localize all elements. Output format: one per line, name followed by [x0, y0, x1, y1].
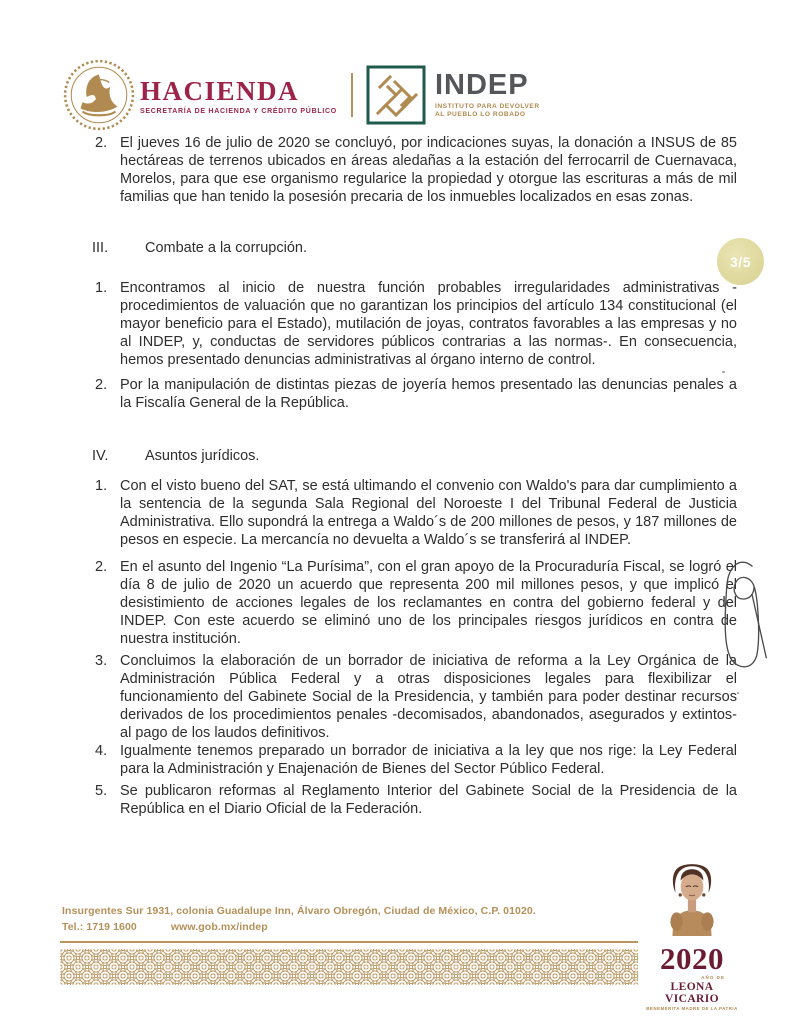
footer-phone: Tel.: 1719 1600	[62, 921, 137, 933]
year-emblem	[645, 858, 739, 1011]
list-item-number: 2.	[95, 559, 108, 575]
list-item-text: Igualmente tenemos preparado un borrador de iniciativa a la ley que nos rige: la Ley Federal para la Administración y Enajenación de Bienes del Sector Público Federal.	[120, 743, 737, 777]
list-item-number: 2.	[95, 135, 108, 151]
list-item	[92, 558, 737, 648]
indep-subtitle-line2: AL PUEBLO LO ROBADO	[434, 111, 526, 118]
section-title: Asuntos jurídicos.	[145, 448, 260, 464]
list-item-number: 5.	[95, 783, 108, 799]
footer-contact-line	[62, 919, 536, 935]
list-item-text: El jueves 16 de julio de 2020 se concluyó, por indicaciones suyas, la donación a INSUS de 85 hectáreas de terrenos ubicados en áreas aledañas a la estación del ferrocarril de Cuernavaca, Morelos, para que ese organismo regularice la propiedad y otorgue las escrituras a más de mil familias que han tenido la posesión precaria de los inmuebles localizados en esas zonas.	[120, 135, 737, 205]
hacienda-logo	[62, 58, 337, 132]
indep-logo	[366, 65, 540, 125]
list-item-text: Encontramos al inicio de nuestra función probables irregularidades administrativas - procedimientos de valuación que no garantizan los principios del artículo 134 constitucional (el mayor beneficio para el Estado), mutilación de joyas, contratos favorables a las empresas y no al INDEP, y, conductas de servidores públicos contrarias a las normas-. En consecuencia, hemos presentado denuncias administrativas al órgano interno de control.	[120, 280, 737, 368]
footer-address: Insurgentes Sur 1931, colonia Guadalupe Inn, Álvaro Obregón, Ciudad de México, C.P. 01020.	[62, 905, 536, 917]
hacienda-subtitle: SECRETARÍA DE HACIENDA Y CRÉDITO PÚBLICO	[140, 107, 337, 115]
list-item	[92, 477, 737, 549]
indep-wordmark: INDEP	[434, 68, 529, 101]
year-emblem-year: 2020	[660, 941, 724, 976]
footer-website: www.gob.mx/indep	[170, 921, 268, 933]
list-item-number: 4.	[95, 743, 108, 759]
section-heading-iv	[92, 447, 737, 465]
list-item-number: 1.	[95, 280, 108, 296]
list-item	[92, 376, 737, 412]
eagle-seal-icon	[62, 58, 136, 132]
list-item-text: Con el visto bueno del SAT, se está ultimando el convenio con Waldo's para dar cumplimiento a la sentencia de la segunda Sala Regional del Noroeste I del Tribunal Federal de Justicia Administrativa. Ello supondrá la entrega a Waldo´s de 200 millones de pesos, y 187 millones de pesos en especie. La mercancía no devuelta a Waldo´s se transferirá al INDEP.	[120, 478, 737, 548]
handwriting-mark-icon	[723, 558, 775, 672]
list-item-text: Por la manipulación de distintas piezas de joyería hemos presentado las denuncias penales a la Fiscalía General de la República.	[120, 377, 737, 411]
leona-vicario-portrait-icon	[667, 858, 717, 936]
header	[62, 58, 540, 132]
indep-subtitle	[435, 103, 540, 120]
list-item-number: 2.	[95, 377, 108, 393]
hacienda-wordmark: HACIENDA	[140, 75, 300, 106]
page-number-badge: 3/5	[717, 238, 764, 285]
indep-subtitle-line1: INSTITUTO PARA DEVOLVER	[434, 102, 540, 110]
scan-speck	[722, 371, 725, 373]
year-emblem-name: LEONA VICARIO	[665, 981, 719, 1005]
list-item	[92, 652, 737, 742]
list-item	[92, 134, 737, 206]
section-number: III.	[92, 240, 109, 256]
footer-rule	[60, 941, 638, 943]
list-item	[92, 279, 737, 369]
footer	[62, 903, 536, 935]
list-item	[92, 782, 737, 818]
year-emblem-tagline: BENEMÉRITA MADRE DE LA PATRIA	[646, 1006, 738, 1011]
list-item	[92, 742, 737, 778]
header-divider	[351, 73, 353, 117]
indep-wordmark-block	[434, 68, 540, 120]
year-emblem-ano-de: AÑO DE	[701, 975, 725, 980]
scan-speck	[737, 692, 739, 694]
hacienda-wordmark-block	[140, 76, 337, 115]
list-item-text: Se publicaron reformas al Reglamento Interior del Gabinete Social de la Presidencia de la República en el Diario Oficial de la Federación.	[120, 783, 737, 817]
section-title: Combate a la corrupción.	[145, 240, 307, 256]
document-body	[92, 134, 737, 818]
section-heading-iii	[92, 239, 737, 257]
list-item-text: Concluimos la elaboración de un borrador de iniciativa de reforma a la Ley Orgánica de la Administración Pública Federal y a otras disposiciones legales para flexibilizar el funcionamiento del Gabinete Social de la Presidencia, y también para poder destinar recursos derivados de los procedimientos penales -decomisados, abandonados, asegurados y extintos- al pago de los laudos definitivos.	[120, 653, 737, 741]
list-item-number: 3.	[95, 653, 108, 669]
list-item-text: En el asunto del Ingenio “La Purísima”, con el gran apoyo de la Procuraduría Fiscal, se logró el día 8 de julio de 2020 un acuerdo que representa 200 mil millones pesos, y que implicó el desistimiento de acciones legales de los reclamantes en contra del gobierno federal y del INDEP. Con este acuerdo se eliminó uno de los principales riesgos jurídicos en contra de nuestra institución.	[120, 559, 737, 647]
decorative-pattern-band	[60, 949, 638, 985]
list-item-number: 1.	[95, 478, 108, 494]
section-number: IV.	[92, 448, 109, 464]
indep-logo-icon	[366, 65, 426, 125]
